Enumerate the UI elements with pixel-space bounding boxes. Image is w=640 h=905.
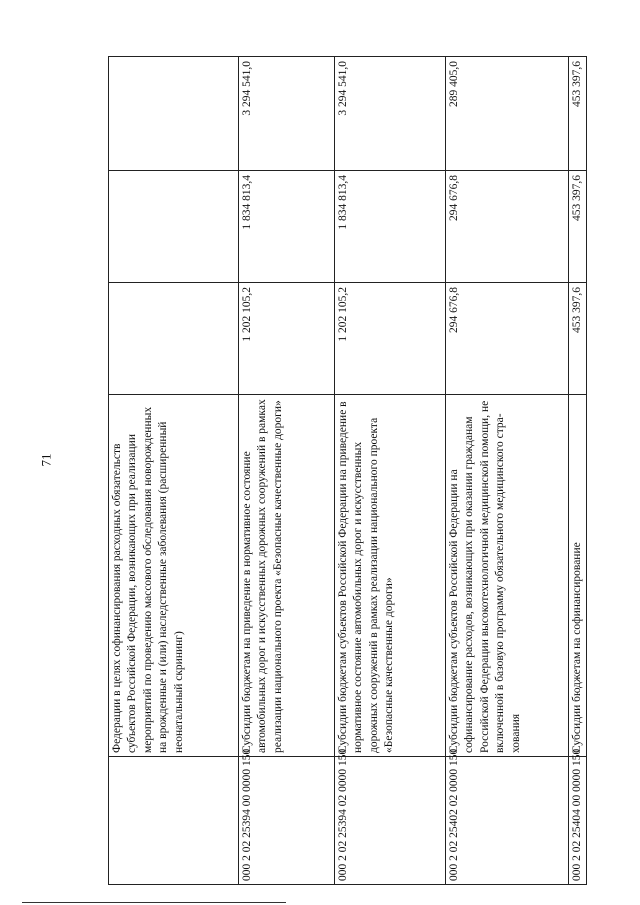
page-number: 71 (38, 453, 54, 467)
row-name: Субсидии бюджетам на приведение в нормативное состояние автомобильных дорог и искусственных дорожных сооружений в рамках реализации национального проекта «Безопасные качественные дороги» (239, 395, 335, 757)
row-name: Федерации в целях софинансирования расходных обязательств субъектов Российской Федерации, возникающих при реализации мероприятий по проведению массового обследования новорожденных на врожденные и (или) наследственные заболевания (расширенный неонатальный скрининг) (109, 395, 239, 757)
table-row (335, 57, 446, 885)
budget-table (108, 56, 587, 885)
row-value-2 (109, 171, 239, 283)
row-value-1: 1 202 105,2 (239, 283, 335, 395)
row-name: Субсидии бюджетам субъектов Российской Федерации на софинансирование расходов, возникающих при оказании гражданам Российской Федерации высокотехнологичной медицинской помощи, не включенной в базовую программу обязательного медицинского страхования (446, 395, 569, 757)
row-name: Субсидии бюджетам на софинансирование (569, 395, 587, 757)
budget-table-container (108, 57, 586, 885)
row-value-1 (109, 283, 239, 395)
table-row (109, 57, 239, 885)
row-value-3 (109, 57, 239, 171)
row-code: 000 2 02 25404 00 0000 150 (569, 757, 587, 885)
footer-separator-line (22, 902, 286, 903)
row-value-2: 453 397,6 (569, 171, 587, 283)
row-value-3: 289 405,0 (446, 57, 569, 171)
row-value-3: 3 294 541,0 (239, 57, 335, 171)
table-row (569, 57, 587, 885)
table-row (446, 57, 569, 885)
row-value-1: 294 676,8 (446, 283, 569, 395)
row-code: 000 2 02 25394 02 0000 150 (335, 757, 446, 885)
row-value-2: 1 834 813,4 (239, 171, 335, 283)
row-value-2: 1 834 813,4 (335, 171, 446, 283)
row-value-1: 453 397,6 (569, 283, 587, 395)
row-code (109, 757, 239, 885)
row-value-3: 3 294 541,0 (335, 57, 446, 171)
rotated-table (108, 57, 586, 885)
row-code: 000 2 02 25402 02 0000 150 (446, 757, 569, 885)
row-name: Субсидии бюджетам субъектов Российской Федерации на приведение в нормативное состояние автомобильных дорог и искусственных дорожных сооружений в рамках реализации национального проекта «Безопасные качественные дороги» (335, 395, 446, 757)
row-value-1: 1 202 105,2 (335, 283, 446, 395)
row-code: 000 2 02 25394 00 0000 150 (239, 757, 335, 885)
row-value-3: 453 397,6 (569, 57, 587, 171)
table-row (239, 57, 335, 885)
row-value-2: 294 676,8 (446, 171, 569, 283)
